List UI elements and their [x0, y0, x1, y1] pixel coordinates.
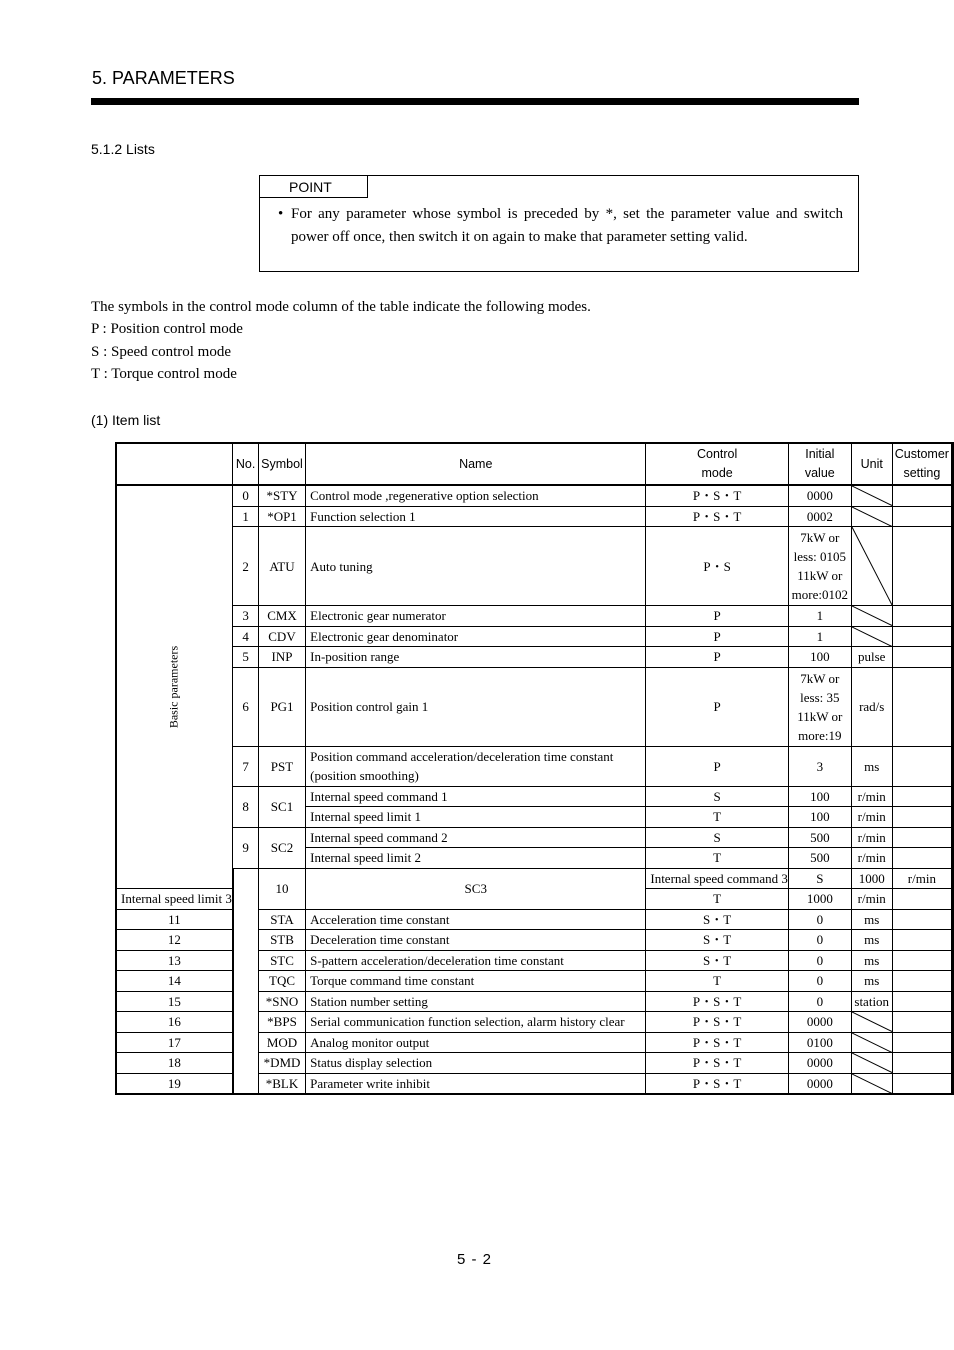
group-label: Basic parameters — [166, 645, 181, 729]
header-initial-value: Initial value — [788, 443, 851, 485]
cell-initial: 100 — [788, 807, 851, 828]
cell-symbol: *BPS — [258, 1012, 305, 1033]
cell-name: Internal speed command 2 — [306, 827, 646, 848]
cell-initial: 0 — [788, 930, 851, 951]
cell-customer — [892, 626, 951, 647]
cell-symbol: SC3 — [306, 868, 646, 909]
cell-customer — [892, 786, 951, 807]
cell-unit: r/min — [892, 868, 951, 889]
cell-no: 14 — [116, 971, 233, 992]
cell-customer — [892, 909, 951, 930]
header-customer-setting: Customer setting — [892, 443, 951, 485]
cell-name: Internal speed limit 1 — [306, 807, 646, 828]
cell-mode: P・S・T — [646, 1032, 789, 1053]
cell-initial: 0000 — [788, 1012, 851, 1033]
cell-customer — [892, 930, 951, 951]
section-title: 5.1.2 Lists — [91, 141, 155, 157]
cell-mode: T — [646, 889, 789, 910]
point-label: POINT — [259, 175, 368, 198]
cell-initial: 100 — [788, 786, 851, 807]
cell-mode: P・S・T — [646, 1053, 789, 1074]
cell-name: Station number setting — [306, 991, 646, 1012]
cell-unit-na — [851, 1053, 892, 1074]
cell-initial: 1 — [788, 606, 851, 627]
cell-name: Status display selection — [306, 1053, 646, 1074]
chapter-rule — [91, 98, 859, 105]
intro-line-4: T : Torque control mode — [91, 366, 237, 382]
cell-initial: 0 — [788, 971, 851, 992]
table-row — [116, 667, 953, 746]
cell-mode: T — [646, 807, 789, 828]
cell-customer — [892, 506, 951, 527]
cell-mode: P・S・T — [646, 1012, 789, 1033]
cell-mode: T — [646, 848, 789, 869]
cell-name: Serial communication function selection, alarm history clear — [306, 1012, 646, 1033]
cell-no: 5 — [233, 647, 259, 668]
cell-no: 8 — [233, 786, 259, 827]
cell-initial: 0000 — [788, 1053, 851, 1074]
table-row — [116, 868, 953, 889]
cell-symbol: ATU — [258, 527, 305, 606]
cell-customer — [892, 1032, 951, 1053]
cell-symbol: *DMD — [258, 1053, 305, 1074]
cell-no: 4 — [233, 626, 259, 647]
cell-initial: 0 — [788, 950, 851, 971]
cell-name: Internal speed limit 2 — [306, 848, 646, 869]
cell-initial: 7kW or less: 0105 11kW or more:0102 — [788, 527, 851, 606]
cell-initial: 1000 — [851, 868, 892, 889]
cell-no: 3 — [233, 606, 259, 627]
cell-symbol: CDV — [258, 626, 305, 647]
cell-unit: station — [851, 991, 892, 1012]
cell-symbol: PST — [258, 746, 305, 786]
cell-symbol: MOD — [258, 1032, 305, 1053]
cell-name: Parameter write inhibit — [306, 1073, 646, 1094]
cell-initial: 0000 — [788, 1073, 851, 1094]
cell-customer — [892, 827, 951, 848]
group-header — [116, 443, 233, 485]
cell-mode: P・S — [646, 527, 789, 606]
cell-customer — [892, 889, 951, 910]
cell-no: 11 — [116, 909, 233, 930]
cell-name: In-position range — [306, 647, 646, 668]
parameter-table — [115, 442, 954, 1095]
cell-unit: r/min — [851, 848, 892, 869]
cell-no: 17 — [116, 1032, 233, 1053]
cell-name: Acceleration time constant — [306, 909, 646, 930]
cell-unit-na — [851, 506, 892, 527]
cell-mode: S・T — [646, 909, 789, 930]
cell-unit-na — [851, 485, 892, 506]
cell-symbol: STA — [258, 909, 305, 930]
cell-name: Function selection 1 — [306, 506, 646, 527]
cell-mode: P — [646, 606, 789, 627]
cell-mode: P — [646, 647, 789, 668]
table-row — [116, 746, 953, 786]
cell-name: Deceleration time constant — [306, 930, 646, 951]
cell-unit: rad/s — [851, 667, 892, 746]
table-row — [116, 485, 953, 506]
cell-unit: ms — [851, 909, 892, 930]
cell-name: Internal speed command 1 — [306, 786, 646, 807]
cell-symbol: TQC — [258, 971, 305, 992]
cell-customer — [892, 667, 951, 746]
cell-unit-na — [851, 1073, 892, 1094]
table-row — [116, 527, 953, 606]
cell-initial: 0 — [788, 909, 851, 930]
cell-mode: P・S・T — [646, 991, 789, 1012]
cell-no: 2 — [233, 527, 259, 606]
point-body: For any parameter whose symbol is preceded by *, set the parameter value and switch power off once, then switch it on again to make that parameter setting valid. — [291, 206, 843, 245]
cell-symbol: INP — [258, 647, 305, 668]
cell-symbol: STB — [258, 930, 305, 951]
cell-name: Internal speed command 3 — [646, 868, 789, 889]
intro-line-3: S : Speed control mode — [91, 344, 231, 360]
cell-symbol: *BLK — [258, 1073, 305, 1094]
cell-name: Auto tuning — [306, 527, 646, 606]
cell-unit: r/min — [851, 889, 892, 910]
header-unit: Unit — [851, 443, 892, 485]
table-row — [116, 786, 953, 807]
intro-line-1: The symbols in the control mode column of the table indicate the following modes. — [91, 299, 591, 315]
cell-initial: 7kW or less: 35 11kW or more:19 — [788, 667, 851, 746]
cell-name: Control mode ,regenerative option selection — [306, 485, 646, 506]
cell-customer — [892, 807, 951, 828]
cell-customer — [892, 647, 951, 668]
cell-customer — [892, 1073, 951, 1094]
table-row — [116, 626, 953, 647]
cell-name: Electronic gear numerator — [306, 606, 646, 627]
cell-mode: P・S・T — [646, 485, 789, 506]
group-cell — [116, 485, 233, 889]
cell-name: Position command acceleration/deceleration time constant (position smoothing) — [306, 746, 646, 786]
cell-no: 16 — [116, 1012, 233, 1033]
cell-mode: S — [788, 868, 851, 889]
cell-mode: S・T — [646, 930, 789, 951]
cell-name: Position control gain 1 — [306, 667, 646, 746]
cell-mode: P・S・T — [646, 506, 789, 527]
cell-mode: P・S・T — [646, 1073, 789, 1094]
cell-initial: 500 — [788, 848, 851, 869]
cell-unit: ms — [851, 746, 892, 786]
cell-initial: 0100 — [788, 1032, 851, 1053]
table-row — [116, 647, 953, 668]
cell-initial: 1 — [788, 626, 851, 647]
cell-symbol: SC1 — [258, 786, 305, 827]
cell-unit-na — [851, 1032, 892, 1053]
cell-symbol: *STY — [258, 485, 305, 506]
cell-customer — [892, 527, 951, 606]
cell-name: Electronic gear denominator — [306, 626, 646, 647]
cell-unit: r/min — [851, 827, 892, 848]
cell-customer — [892, 991, 951, 1012]
cell-unit: r/min — [851, 807, 892, 828]
header-control-mode: Control mode — [646, 443, 789, 485]
point-text — [278, 203, 843, 248]
cell-no: 6 — [233, 667, 259, 746]
cell-customer — [892, 848, 951, 869]
cell-unit: r/min — [851, 786, 892, 807]
cell-unit-na — [851, 626, 892, 647]
header-no: No. — [233, 443, 259, 485]
point-bullet: • — [278, 206, 284, 222]
cell-mode: P — [646, 667, 789, 746]
item-list-title: (1) Item list — [91, 412, 161, 428]
cell-customer — [892, 971, 951, 992]
cell-name: Analog monitor output — [306, 1032, 646, 1053]
cell-mode: P — [646, 626, 789, 647]
cell-initial: 1000 — [788, 889, 851, 910]
cell-symbol: STC — [258, 950, 305, 971]
header-name: Name — [306, 443, 646, 485]
cell-mode: S・T — [646, 950, 789, 971]
cell-customer — [892, 1053, 951, 1074]
cell-no: 7 — [233, 746, 259, 786]
cell-name: Torque command time constant — [306, 971, 646, 992]
cell-initial: 0 — [788, 991, 851, 1012]
cell-unit: ms — [851, 950, 892, 971]
cell-unit: ms — [851, 930, 892, 951]
cell-no: 18 — [116, 1053, 233, 1074]
cell-symbol: *SNO — [258, 991, 305, 1012]
cell-symbol: *OP1 — [258, 506, 305, 527]
chapter-title: 5. PARAMETERS — [92, 68, 235, 88]
cell-initial: 0002 — [788, 506, 851, 527]
intro-line-2: P : Position control mode — [91, 321, 243, 337]
cell-customer — [892, 606, 951, 627]
page-number: 5 - 2 — [457, 1251, 493, 1268]
cell-mode: T — [646, 971, 789, 992]
cell-initial: 0000 — [788, 485, 851, 506]
cell-symbol: PG1 — [258, 667, 305, 746]
cell-customer — [892, 485, 951, 506]
cell-no: 10 — [258, 868, 305, 909]
cell-no: 19 — [116, 1073, 233, 1094]
table-row — [116, 827, 953, 848]
cell-mode: S — [646, 827, 789, 848]
cell-unit: ms — [851, 971, 892, 992]
cell-customer — [892, 746, 951, 786]
cell-customer — [952, 868, 954, 889]
table-row — [116, 606, 953, 627]
cell-no: 1 — [233, 506, 259, 527]
cell-symbol: SC2 — [258, 827, 305, 868]
group-cell-continued — [233, 868, 259, 1094]
cell-unit: pulse — [851, 647, 892, 668]
cell-customer — [892, 950, 951, 971]
cell-customer — [892, 1012, 951, 1033]
table-row — [116, 506, 953, 527]
cell-no: 9 — [233, 827, 259, 868]
cell-no: 0 — [233, 485, 259, 506]
cell-unit-na — [851, 527, 892, 606]
cell-mode: S — [646, 786, 789, 807]
cell-initial: 500 — [788, 827, 851, 848]
cell-name: S-pattern acceleration/deceleration time constant — [306, 950, 646, 971]
cell-no: 13 — [116, 950, 233, 971]
cell-no: 15 — [116, 991, 233, 1012]
table-header-row — [116, 443, 953, 485]
cell-unit-na — [851, 1012, 892, 1033]
cell-initial: 100 — [788, 647, 851, 668]
cell-unit-na — [851, 606, 892, 627]
cell-initial: 3 — [788, 746, 851, 786]
cell-name: Internal speed limit 3 — [116, 889, 233, 910]
point-box — [259, 175, 859, 272]
cell-symbol: CMX — [258, 606, 305, 627]
cell-no: 12 — [116, 930, 233, 951]
cell-mode: P — [646, 746, 789, 786]
header-symbol: Symbol — [258, 443, 305, 485]
